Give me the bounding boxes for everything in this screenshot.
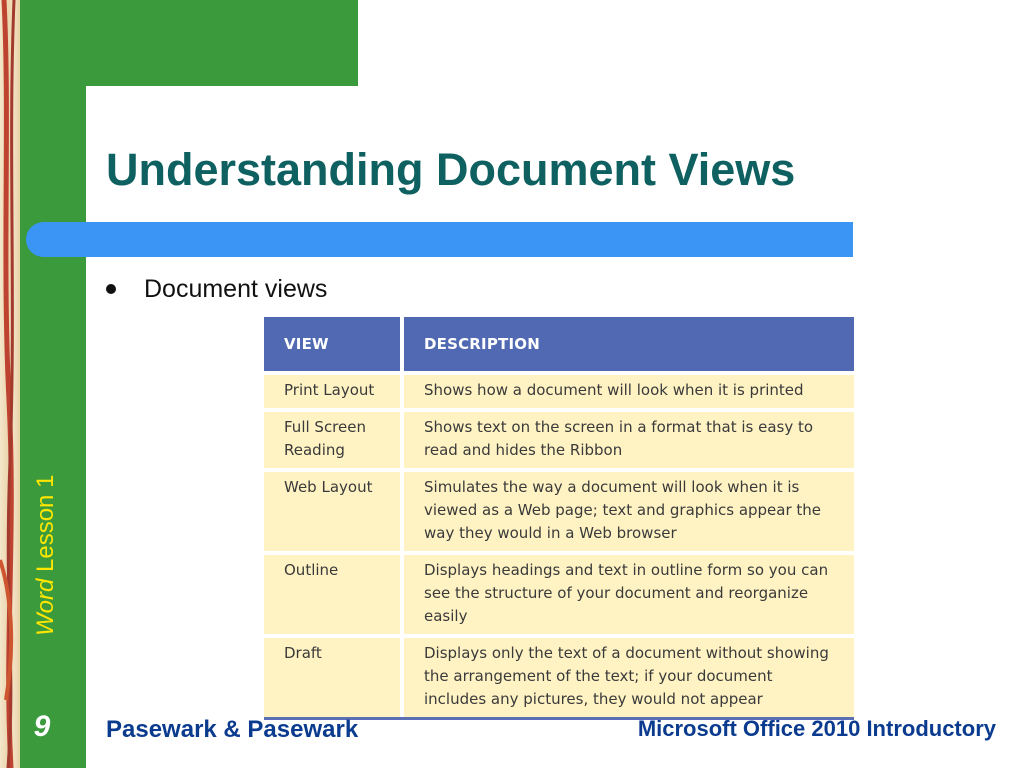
cell-description: Simulates the way a document will look when it is viewed as a Web page; text and graphics appear the way they would in a Web browser <box>404 468 854 551</box>
cell-view: Outline <box>264 551 404 634</box>
header-description: DESCRIPTION <box>404 317 854 371</box>
cell-description: Displays only the text of a document without showing the arrangement of the text; if your document includes any pictures, they would not appear <box>404 634 854 717</box>
header-view: VIEW <box>264 317 404 371</box>
bullet-dot-icon <box>106 284 116 294</box>
cell-view: Draft <box>264 634 404 717</box>
document-views-table <box>264 317 854 720</box>
side-label-word: Word <box>32 578 59 636</box>
cell-view: Web Layout <box>264 468 404 551</box>
table-row <box>264 634 854 717</box>
cell-description: Shows text on the screen in a format that is easy to read and hides the Ribbon <box>404 408 854 468</box>
table-row <box>264 551 854 634</box>
plant-stem-graphic <box>0 0 20 768</box>
bullet-item <box>106 274 327 304</box>
title-underline-band <box>26 222 853 257</box>
table-row <box>264 408 854 468</box>
lesson-side-label <box>31 376 61 636</box>
page-number: 9 <box>33 710 51 743</box>
footer-publisher: Pasewark & Pasewark <box>106 716 359 743</box>
green-top-block <box>86 0 358 86</box>
plant-decoration <box>0 0 20 768</box>
side-label-lesson: Lesson 1 <box>32 474 59 572</box>
cell-view: Print Layout <box>264 371 404 408</box>
table-row <box>264 371 854 408</box>
table-header-row <box>264 317 854 371</box>
cell-description: Displays headings and text in outline form so you can see the structure of your document and reorganize easily <box>404 551 854 634</box>
cell-description: Shows how a document will look when it is printed <box>404 371 854 408</box>
table-row <box>264 468 854 551</box>
footer-course-title: Microsoft Office 2010 Introductory <box>637 716 996 741</box>
cell-view: Full Screen Reading <box>264 408 404 468</box>
slide-title: Understanding Document Views <box>106 144 796 195</box>
bullet-text: Document views <box>144 274 328 303</box>
